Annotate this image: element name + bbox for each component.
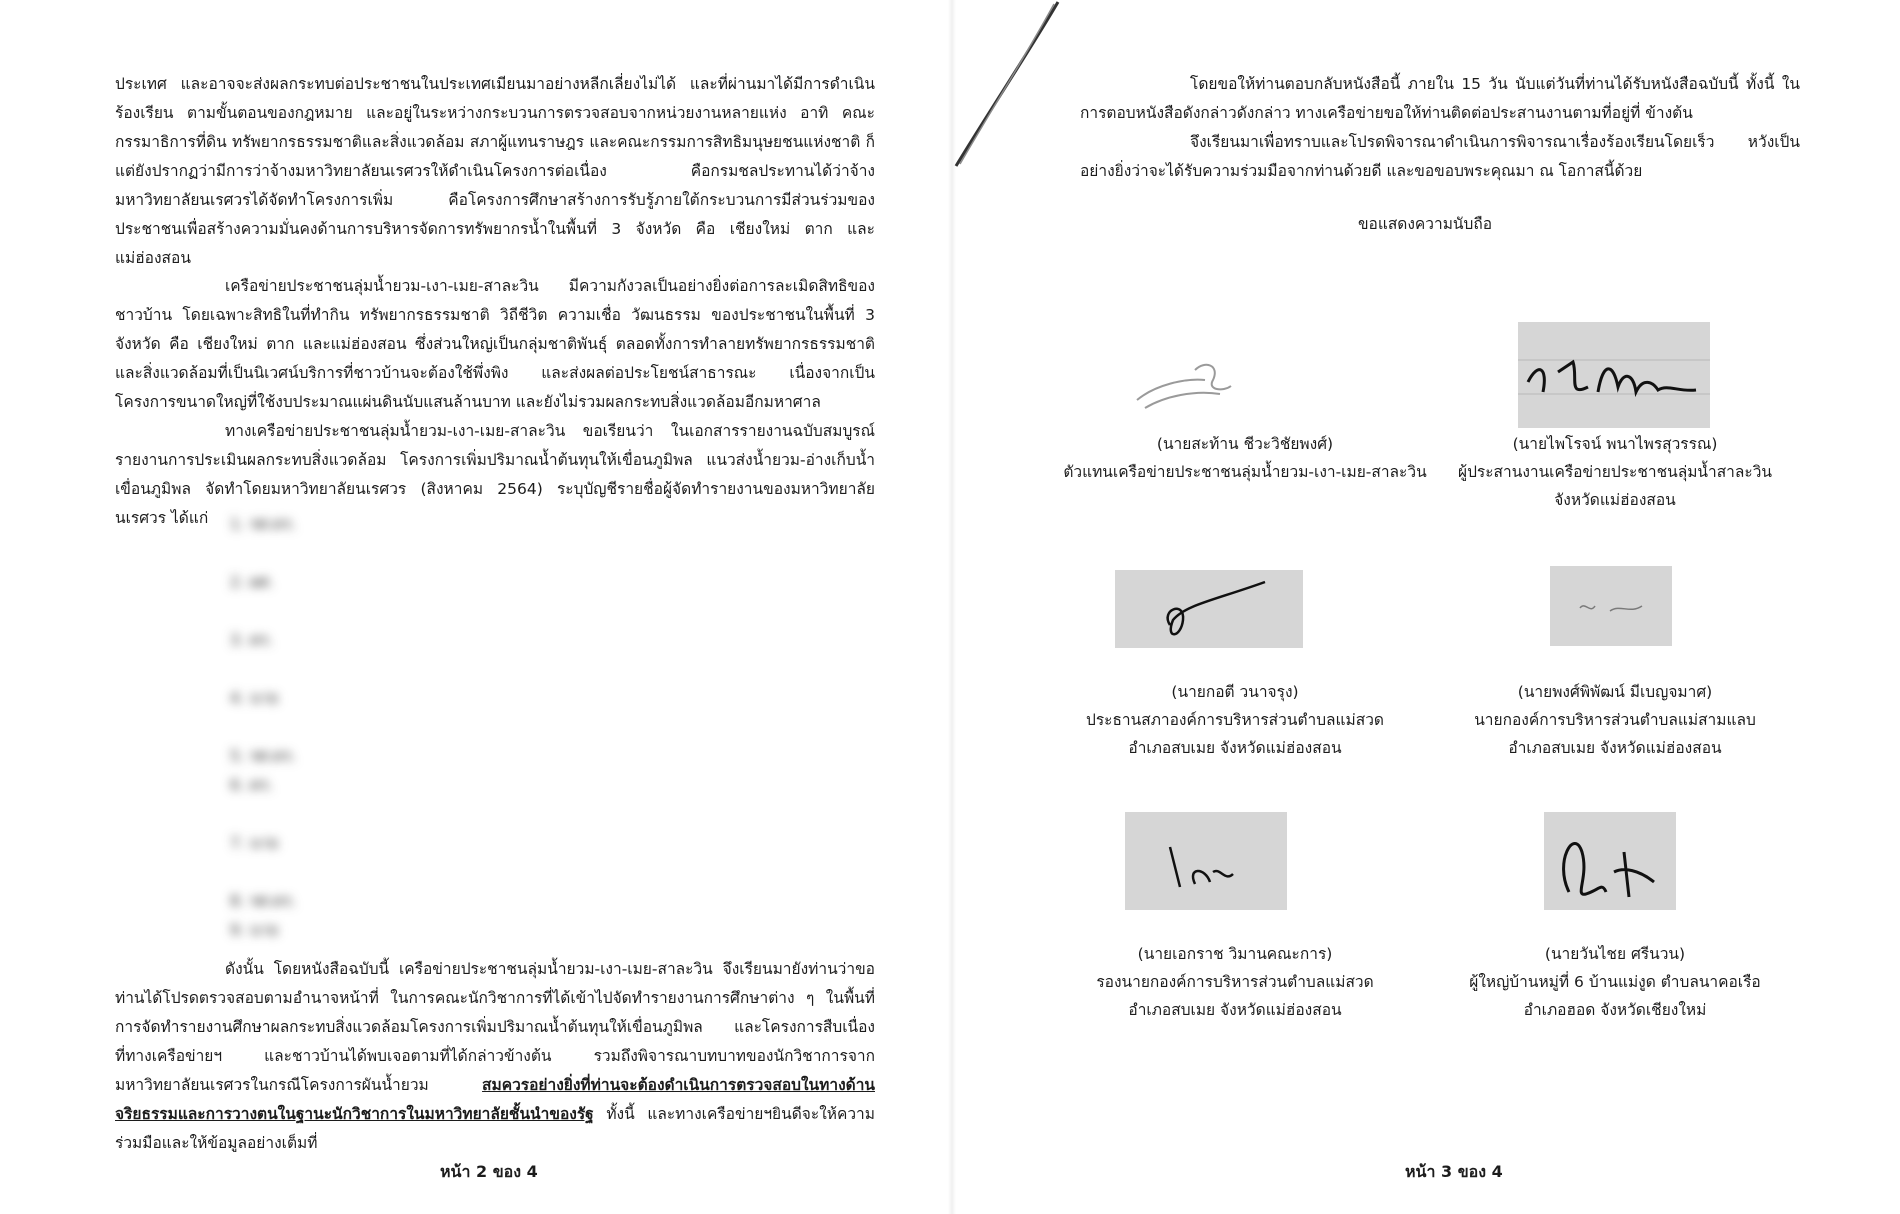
page-number-left: หน้า 2 ของ 4 <box>440 1162 538 1181</box>
redacted-line: 8. รศ.ดร. <box>230 892 297 910</box>
page-fold-shadow <box>948 0 956 1214</box>
redacted-line <box>115 655 885 684</box>
signatory-location: อำเภอฮอด จังหวัดเชียงใหม่ <box>1523 1001 1707 1019</box>
redacted-line: 7. นาย <box>230 834 279 852</box>
paragraph-concern: เครือข่ายประชาชนลุ่มน้ำยวม-เงา-เมย-สาละวิน มีความกังวลเป็นอย่างยิ่งต่อการละเมิดสิทธิของชาวบ้าน โดยเฉพาะสิทธิในที่ทำกิน ทรัพยากรธรรมชาติ วิถีชีวิต ความเชื่อ วัฒนธรรม ของประชาชนในพื้นที่ 3 จังหวัด คือ เชียงใหม่ ตาก และแม่ฮ่องสอน ซึ่งส่วนใหญ่เป็นกลุ่มชาติพันธุ์ ตลอดทั้งการทำลายทรัพยากรธรรมชาติและสิ่งแวดล้อมที่เป็นนิเวศน์บริการที่ชาวบ้านจะต้องใช้พึ่งพิง และส่งผลต่อประโยชน์สาธารณะ เนื่องจากเป็นโครงการขนาดใหญ่ที่ใช้งบประมาณแผ่นดินนับแสนล้านบาท และยังไม่รวมผลกระทบสิ่งแวดล้อมอีกมหาศาล <box>115 277 875 411</box>
signatory-name: (นายพงศ์พิพัฒน์ มีเบญจมาศ) <box>1517 683 1713 701</box>
signatory-name: (นายวันไชย ศรีนวน) <box>1544 945 1686 963</box>
paragraph-consideration: จึงเรียนมาเพื่อทราบและโปรดพิจารณาดำเนินการพิจารณาเรื่องร้องเรียนโดยเร็ว หวังเป็นอย่างยิ่งว่าจะได้รับความร่วมมือจากท่านด้วยดี และขอขอบพระคุณมา ณ โอกาสนี้ด้วย <box>1080 133 1800 180</box>
signature-image <box>1518 322 1710 428</box>
page-number-right: หน้า 3 ของ 4 <box>1405 1162 1503 1181</box>
request-text: ดังนั้น โดยหนังสือฉบับนี้ เครือข่ายประชาชนลุ่มน้ำยวม-เงา-เมย-สาละวิน จึงเรียนมายังท่านว่าขอท่านได้โปรดตรวจสอบตามอำนาจหน้าที่ ในการคณะนักวิชาการที่ได้เข้าไปจัดทำรายงานการศึกษาต่าง ๆ ในพื้นที่ การจัดทำรายงานศึกษาผลกระทบสิ่งแวดล้อมโครงการเพิ่มปริมาณน้ำต้นทุนให้เขื่อนภูมิพล และโครงการสืบเนื่อง ที่ทางเครือข่ายฯ และชาวบ้านได้พบเจอตามที่ได้กล่าวข้างต้น รวมถึงพิจารณาบทบาทของนักวิชาการจากมหาวิทยาลัยนเรศวรในกรณีโครงการผันน้ำยวม <box>115 960 875 1094</box>
paragraph-report-authors: ทางเครือข่ายประชาชนลุ่มน้ำยวม-เงา-เมย-สาละวิน ขอเรียนว่า ในเอกสารรายงานฉบับสมบูรณ์ รายงานการประเมินผลกระทบสิ่งแวดล้อม โครงการเพิ่มปริมาณน้ำต้นทุนให้เขื่อนภูมิพล แนวส่งน้ำยวม-อ่างเก็บน้ำเขื่อนภูมิพล จัดทำโดยมหาวิทยาลัยนเรศวร (สิงหาคม 2564) ระบุบัญชีรายชื่อผู้จัดทำรายงานของมหาวิทยาลัยนเรศวร ได้แก่ <box>115 422 875 527</box>
signatory-1 <box>1035 430 1455 486</box>
redacted-line <box>115 539 885 568</box>
signatory-2 <box>1405 430 1825 514</box>
redacted-line: 9. นาย <box>230 921 279 939</box>
redacted-line: 3. ดร. <box>230 631 274 649</box>
redacted-line <box>115 858 885 887</box>
signatory-6 <box>1405 940 1825 1024</box>
paragraph-request <box>115 955 875 1158</box>
signatory-name: (นายไพโรจน์ พนาไพรสุวรรณ) <box>1512 435 1718 453</box>
paragraph-background: ประเทศ และอาจจะส่งผลกระทบต่อประชาชนในประเทศเมียนมาอย่างหลีกเลี่ยงไม่ได้ และที่ผ่านมาได้มีการดำเนินร้องเรียน ตามขั้นตอนของกฎหมาย และอยู่ในระหว่างกระบวนการตรวจสอบจากหน่วยงานหลายแห่ง อาทิ คณะกรรมาธิการที่ดิน ทรัพยากรธรรมชาติและสิ่งแวดล้อม สภาผู้แทนราษฎร และคณะกรรมการสิทธิมนุษยชนแห่งชาติ ก็แต่ยังปรากฏว่ามีการว่าจ้างมหาวิทยาลัยนเรศวรให้ดำเนินโครงการต่อเนื่อง คือกรมชลประทานได้ว่าจ้างมหาวิทยาลัยนเรศวรได้จัดทำโครงการเพิ่ม คือโครงการศึกษาสร้างการรับรู้ภายใต้กระบวนการมีส่วนร่วมของประชาชนเพื่อสร้างความมั่นคงด้านการบริหารจัดการทรัพยากรน้ำในพื้นที่ 3 จังหวัด คือ เชียงใหม่ ตาก และแม่ฮ่องสอน <box>115 75 875 267</box>
signature-image <box>1115 570 1303 648</box>
redacted-author-list <box>115 510 885 960</box>
signatory-location: จังหวัดแม่ฮ่องสอน <box>1554 491 1676 509</box>
signatory-5 <box>1025 940 1445 1024</box>
signatory-name: (นายสะท้าน ชีวะวิชัยพงศ์) <box>1156 435 1334 453</box>
redacted-line <box>115 800 885 829</box>
signatory-position: รองนายกองค์การบริหารส่วนตำบลแม่สวด <box>1096 973 1374 991</box>
signatory-position: นายกองค์การบริหารส่วนตำบลแม่สามแลบ <box>1474 711 1756 729</box>
document-page-3 <box>950 0 1900 1214</box>
request-text-end: ทั้งนี้ และทางเครือข่ายฯยินดีจะให้ความร่วมมือและให้ข้อมูลอย่างเต็มที่ <box>115 1105 875 1152</box>
signatory-4 <box>1405 678 1825 762</box>
redacted-line: 4. นาย <box>230 689 279 707</box>
signatory-location: อำเภอสบเมย จังหวัดแม่ฮ่องสอน <box>1508 739 1722 757</box>
signatory-location: อำเภอสบเมย จังหวัดแม่ฮ่องสอน <box>1128 739 1342 757</box>
signatory-position: ผู้ประสานงานเครือข่ายประชาชนลุ่มน้ำสาละวิน <box>1457 463 1772 481</box>
signatory-position: ประธานสภาองค์การบริหารส่วนตำบลแม่สวด <box>1085 711 1384 729</box>
closing-salutation: ขอแสดงความนับถือ <box>1357 215 1493 233</box>
signature-image <box>1125 812 1287 910</box>
signatory-name: (นายเอกราช วิมานคณะการ) <box>1137 945 1333 963</box>
signatory-position: ผู้ใหญ่บ้านหมู่ที่ 6 บ้านแม่งูด ตำบลนาคอเรือ <box>1469 973 1761 991</box>
signatory-position: ตัวแทนเครือข่ายประชาชนลุ่มน้ำยวม-เงา-เมย-สาละวิน <box>1063 463 1427 481</box>
signatory-location: อำเภอสบเมย จังหวัดแม่ฮ่องสอน <box>1128 1001 1342 1019</box>
request-emphasis: สมควรอย่างยิ่งที่ท่านจะต้องดำเนินการตรวจสอบในทางด้านจริยธรรมและการวางตนในฐานะนักวิชาการในมหาวิทยาลัยชั้นนำของรัฐ <box>115 1076 875 1123</box>
paragraph-reply-request: โดยขอให้ท่านตอบกลับหนังสือนี้ ภายใน 15 วัน นับแต่วันที่ท่านได้รับหนังสือฉบับนี้ ทั้งนี้ ในการตอบหนังสือดังกล่าวดังกล่าว ทางเครือข่ายขอให้ท่านติดต่อประสานงานตามที่อยู่ที่ ข้างต้น <box>1080 75 1800 122</box>
signatory-name: (นายกอตี วนาจรุง) <box>1171 683 1299 701</box>
redacted-line: 2. ผศ. <box>230 573 274 591</box>
signatory-3 <box>1025 678 1445 762</box>
signature-image <box>1544 812 1676 910</box>
signature-image <box>1125 350 1245 422</box>
redacted-line: 1. รศ.ดร. <box>230 515 297 533</box>
redacted-line: 6. ดร. <box>230 776 274 794</box>
redacted-line <box>115 713 885 742</box>
redacted-line <box>115 597 885 626</box>
redacted-line: 5. รศ.ดร. <box>230 747 297 765</box>
signature-image <box>1550 566 1672 646</box>
